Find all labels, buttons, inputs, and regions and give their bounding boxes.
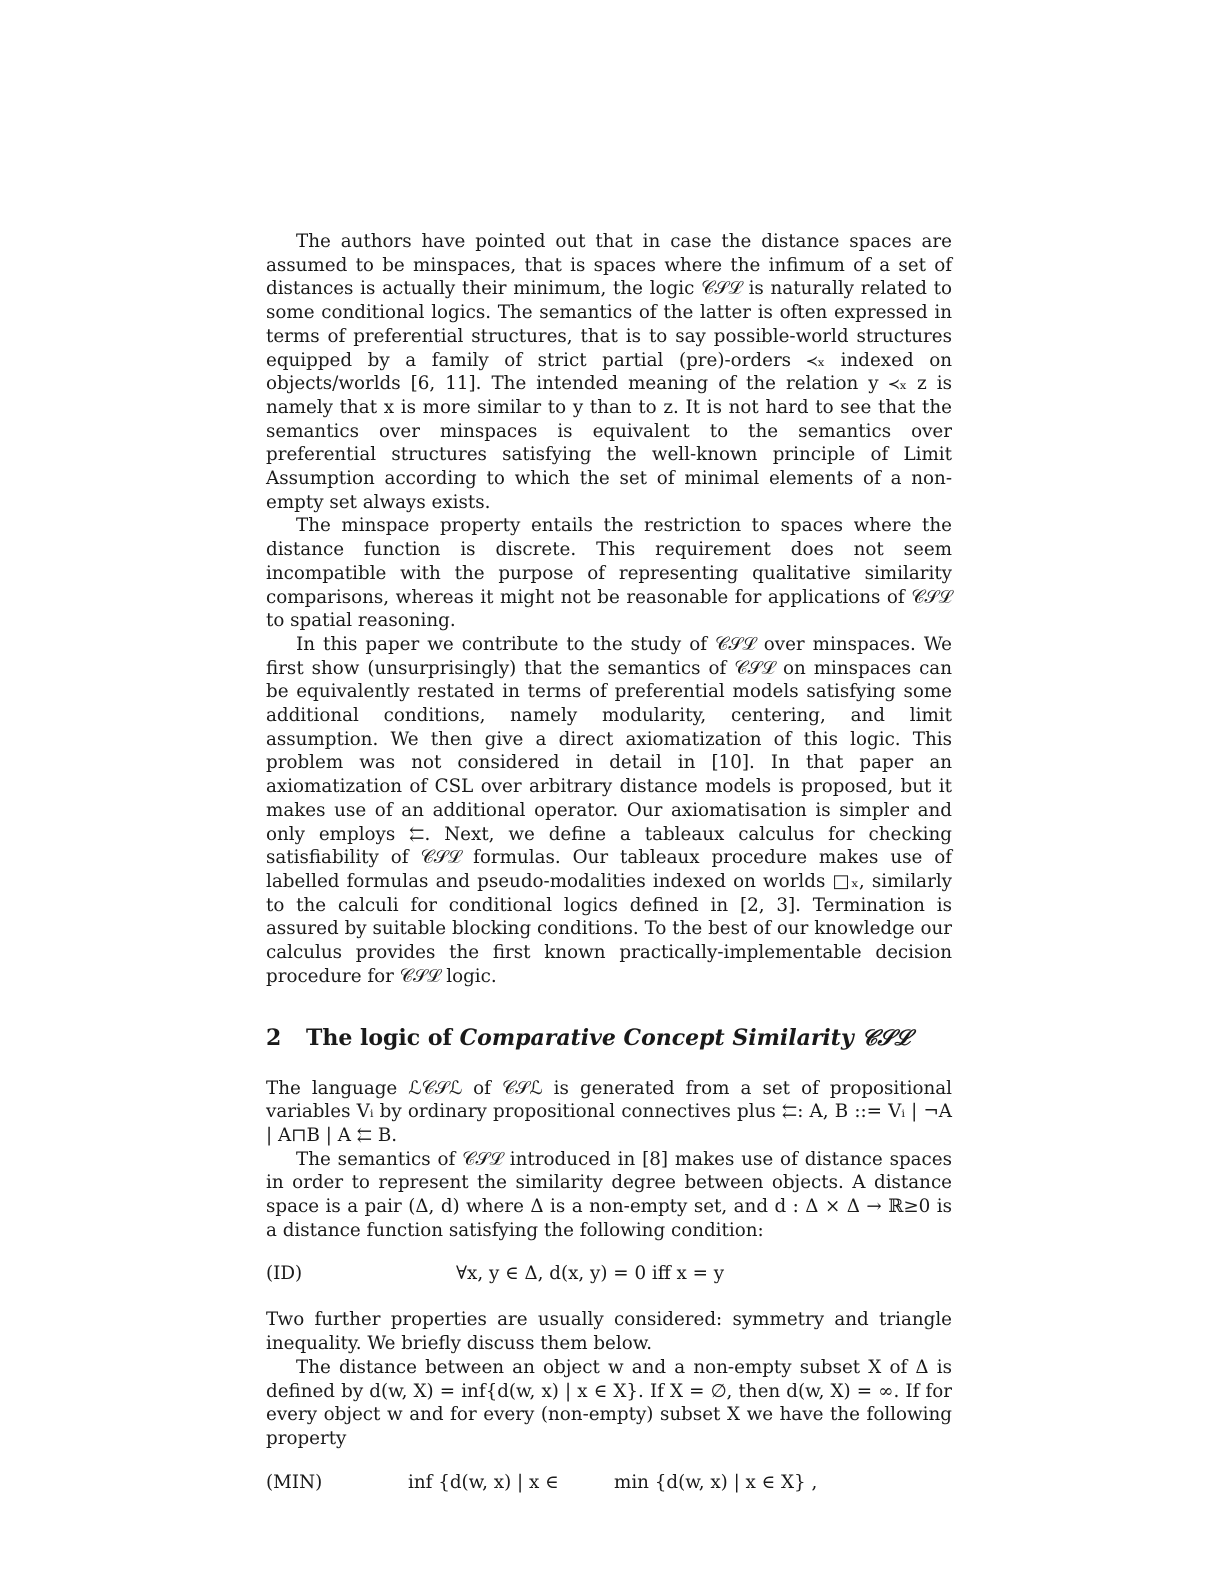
section-title-italic: Comparative Concept Similarity 𝒞𝒮ℒ: [459, 1024, 911, 1051]
equation-formula-min-min: min {d(w, x) | x ∈ X} ,: [614, 1471, 818, 1493]
equation-formula-min-inf: inf {d(w, x) | x ∈: [408, 1471, 559, 1493]
paragraph-distance: The distance between an object w and a non-empty subset X of Δ is defined by d(w, X) = inf{d(w, x) | x ∈ X}. If X = ∅, then d(w, X) = ∞. If for every object w and for every (non-empty) subset X we have the following property: [266, 1356, 952, 1449]
paragraph-minspace-property: The minspace property entails the restriction to spaces where the distance function is discrete. This requirement does not seem incompatible with the purpose of representing qualitative similarity comparisons, whereas it might not be reasonable for applications of 𝒞𝒮ℒ to spatial reasoning.: [266, 515, 952, 632]
equation-tag-id: (ID): [266, 1263, 303, 1285]
section-heading: [266, 1023, 952, 1053]
equation-tag-min: (MIN): [266, 1471, 323, 1493]
equation-formula-id: ∀x, y ∈ Δ, d(x, y) = 0 iff x = y: [456, 1263, 725, 1285]
paragraph-minspaces: The authors have pointed out that in case the distance spaces are assumed to be minspaces, that is spaces where the infimum of a set of distances is actually their minimum, the logic 𝒞𝒮ℒ is naturally related to some conditional logics. The semantics of the latter is often expressed in terms of preferential structures, that is to say possible-world structures equipped by a family of strict partial (pre)-orders ≺ₓ indexed on objects/worlds [6, 11]. The intended meaning of the relation y ≺ₓ z is namely that x is more similar to y than to z. It is not hard to see that the semantics over minspaces is equivalent to the semantics over preferential structures satisfying the well-known principle of Limit Assumption according to which the set of minimal elements of a non-empty set always exists.: [266, 231, 952, 513]
section-title-plain: The logic of: [306, 1024, 460, 1051]
paragraph-contribution: In this paper we contribute to the study of 𝒞𝒮ℒ over minspaces. We first show (unsurprisingly) that the semantics of 𝒞𝒮ℒ on minspaces can be equivalently restated in terms of preferential models satisfying some additional conditions, namely modularity, centering, and limit assumption. We then give a direct axiomatization of this logic. This problem was not considered in detail in [10]. In that paper an axiomatization of CSL over arbitrary distance models is proposed, but it makes use of an additional operator. Our axiomatisation is simpler and only employs ⇇. Next, we define a tableaux calculus for checking satisfiability of 𝒞𝒮ℒ formulas. Our tableaux procedure makes use of labelled formulas and pseudo-modalities indexed on worlds □ₓ, similarly to the calculi for conditional logics defined in [2, 3]. Termination is assured by suitable blocking conditions. To the best of our knowledge our calculus provides the first known practically-implementable decision procedure for 𝒞𝒮ℒ logic.: [266, 633, 952, 987]
paragraph-language: The language ℒ𝒞𝒮ℒ of 𝒞𝒮ℒ is generated from a set of propositional variables Vᵢ by ordinary propositional connectives plus ⇇: A, B ::= Vᵢ | ¬A | A⊓B | A ⇇ B.: [266, 1077, 952, 1146]
page-body: [266, 230, 952, 1517]
section-number: 2: [266, 1024, 282, 1051]
paragraph-properties: Two further properties are usually considered: symmetry and triangle inequality. We briefly discuss them below.: [266, 1309, 952, 1355]
equation-id: [266, 1262, 952, 1286]
paragraph-semantics: The semantics of 𝒞𝒮ℒ introduced in [8] makes use of distance spaces in order to represent the similarity degree between objects. A distance space is a pair (Δ, d) where Δ is a non-empty set, and d : Δ × Δ → ℝ≥0 is a distance function satisfying the following condition:: [266, 1148, 952, 1241]
equation-min: [266, 1471, 952, 1495]
